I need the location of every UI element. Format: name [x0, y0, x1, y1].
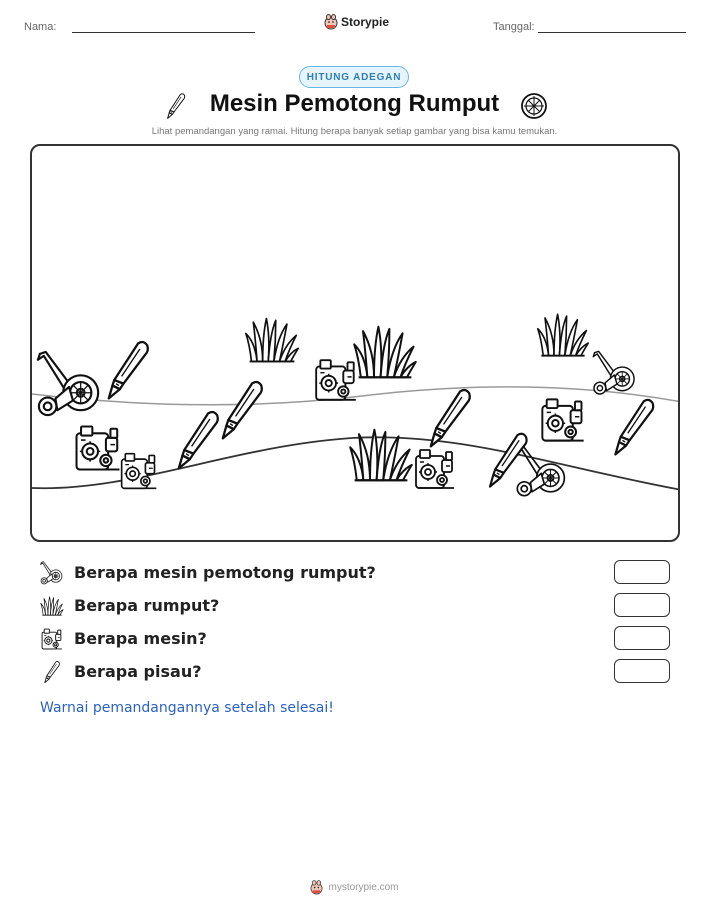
lawnmower-icon [40, 561, 64, 585]
engine [542, 399, 583, 440]
grass [246, 319, 298, 362]
storypie-logo-icon [310, 880, 323, 895]
date-line[interactable] [538, 32, 686, 33]
scene-illustration [32, 146, 680, 542]
blade [179, 412, 218, 468]
question-text: Berapa mesin? [74, 629, 207, 648]
counting-scene[interactable] [30, 144, 680, 542]
date-label: Tanggal: [493, 21, 535, 33]
page-title: Mesin Pemotong Rumput [209, 90, 500, 117]
coloring-note: Warnai pemandangannya setelah selesai! [40, 700, 334, 716]
mower-wheel-icon [520, 92, 548, 120]
answer-box-lawnmower[interactable] [614, 560, 670, 584]
answer-box-engine[interactable] [614, 626, 670, 650]
grass-icon [40, 594, 64, 618]
question-text: Berapa mesin pemotong rumput? [74, 563, 376, 582]
grass [354, 327, 416, 378]
footer-url[interactable]: mystorypie.com [328, 882, 399, 893]
question-text: Berapa rumput? [74, 596, 220, 615]
instructions: Lihat pemandangan yang ramai. Hitung berapa banyak setiap gambar yang bisa kamu temukan. [151, 126, 558, 137]
answer-box-blade[interactable] [614, 659, 670, 683]
name-label: Nama: [24, 21, 57, 33]
name-line[interactable] [72, 32, 255, 33]
blade [490, 434, 527, 487]
engine [316, 360, 356, 400]
blade-icon [40, 660, 64, 684]
engine [416, 450, 454, 488]
blade [109, 342, 148, 398]
brand-logo [324, 14, 389, 30]
grass [538, 314, 588, 355]
lawnmower [38, 352, 98, 415]
blade [615, 400, 653, 455]
question-engine [40, 626, 670, 652]
engine [122, 454, 157, 489]
lawnmower [593, 351, 634, 394]
question-grass [40, 593, 670, 619]
question-lawnmower [40, 560, 670, 586]
question-text: Berapa pisau? [74, 662, 202, 681]
engine [77, 427, 120, 470]
footer [0, 880, 709, 895]
engine-icon [40, 627, 64, 651]
answer-box-grass[interactable] [614, 593, 670, 617]
storypie-logo-icon [324, 14, 338, 30]
blade [223, 382, 262, 438]
lawnmower [517, 446, 565, 496]
back-hill-line [32, 387, 680, 405]
blade [431, 390, 470, 446]
activity-badge: HITUNG ADEGAN [299, 66, 409, 88]
brand-name: Storypie [341, 15, 390, 29]
question-blade [40, 659, 670, 685]
